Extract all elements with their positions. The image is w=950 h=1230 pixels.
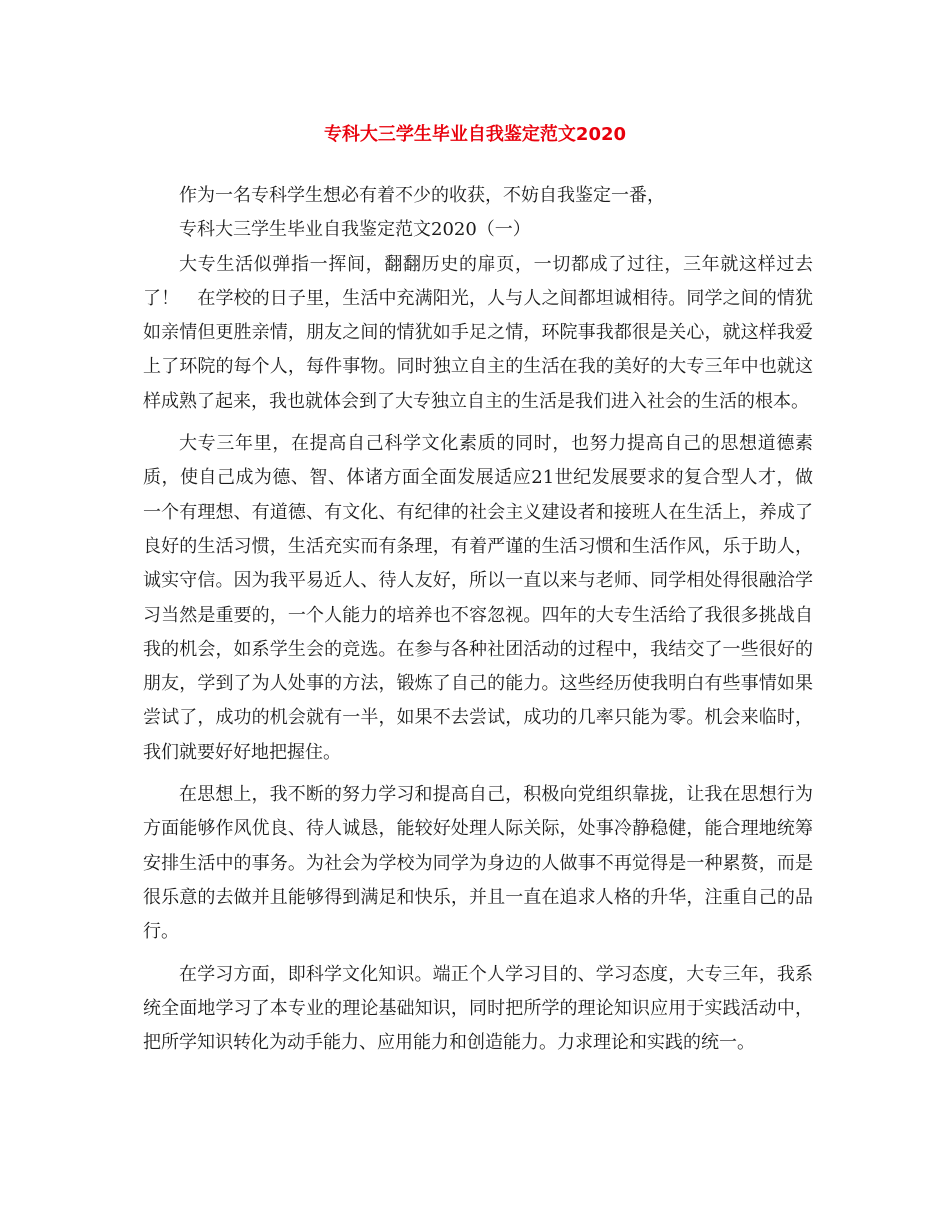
- body-paragraph: 大专三年里，在提高自己科学文化素质的同时，也努力提高自己的思想道德素质，使自己成为德、智、体诸方面全面发展适应21世纪发展要求的复合型人才，做一个有理想、有道德、有文化、有纪律的社会主义建设者和接班人在生活上，养成了良好的生活习惯，生活充实而有条理，有着严谨的生活习惯和生活作风，乐于助人，诚实守信。因为我平易近人、待人友好，所以一直以来与老师、同学相处得很融洽学习当然是重要的，一个人能力的培养也不容忽视。四年的大专生活给了我很多挑战自我的机会，如系学生会的竞选。在参与各种社团活动的过程中，我结交了一些很好的朋友，学到了为人处事的方法，锻炼了自己的能力。这些经历使我明白有些事情如果尝试了，成功的机会就有一半，如果不去尝试，成功的几率只能为零。机会来临时，我们就要好好地把握住。: [143, 433, 813, 763]
- body-paragraph: 在学习方面，即科学文化知识。端正个人学习目的、学习态度，大专三年，我系统全面地学习了本专业的理论基础知识，同时把所学的理论知识应用于实践活动中，把所学知识转化为动手能力、应用能力和创造能力。力求理论和实践的统一。: [143, 963, 813, 1054]
- document-title: 专科大三学生毕业自我鉴定范文2020: [323, 124, 627, 145]
- body-paragraph: 在思想上，我不断的努力学习和提高自己，积极向党组织靠拢，让我在思想行为方面能够作风优良、待人诚恳，能较好处理人际关际，处事冷静稳健，能合理地统筹安排生活中的事务。为社会为学校为同学为身边的人做事不再觉得是一种累赘，而是很乐意的去做并且能够得到满足和快乐，并且一直在追求人格的升华，注重自己的品行。: [143, 784, 813, 943]
- document-body: [143, 179, 813, 1060]
- section-heading: 专科大三学生毕业自我鉴定范文2020（一）: [179, 219, 531, 241]
- intro-paragraph: 作为一名专科学生想必有着不少的收获，不妨自我鉴定一番，: [179, 185, 665, 206]
- body-paragraph: 大专生活似弹指一挥间，翻翻历史的扉页，一切都成了过往，三年就这样过去了！ 在学校的日子里，生活中充满阳光，人与人之间都坦诚相待。同学之间的情犹如亲情但更胜亲情，朋友之间的情犹如手足之情，环院事我都很是关心，就这样我爱上了环院的每个人，每件事物。同时独立自主的生活在我的美好的大专三年中也就这样成熟了起来，我也就体会到了大专独立自主的生活是我们进入社会的生活的根本。: [143, 253, 813, 412]
